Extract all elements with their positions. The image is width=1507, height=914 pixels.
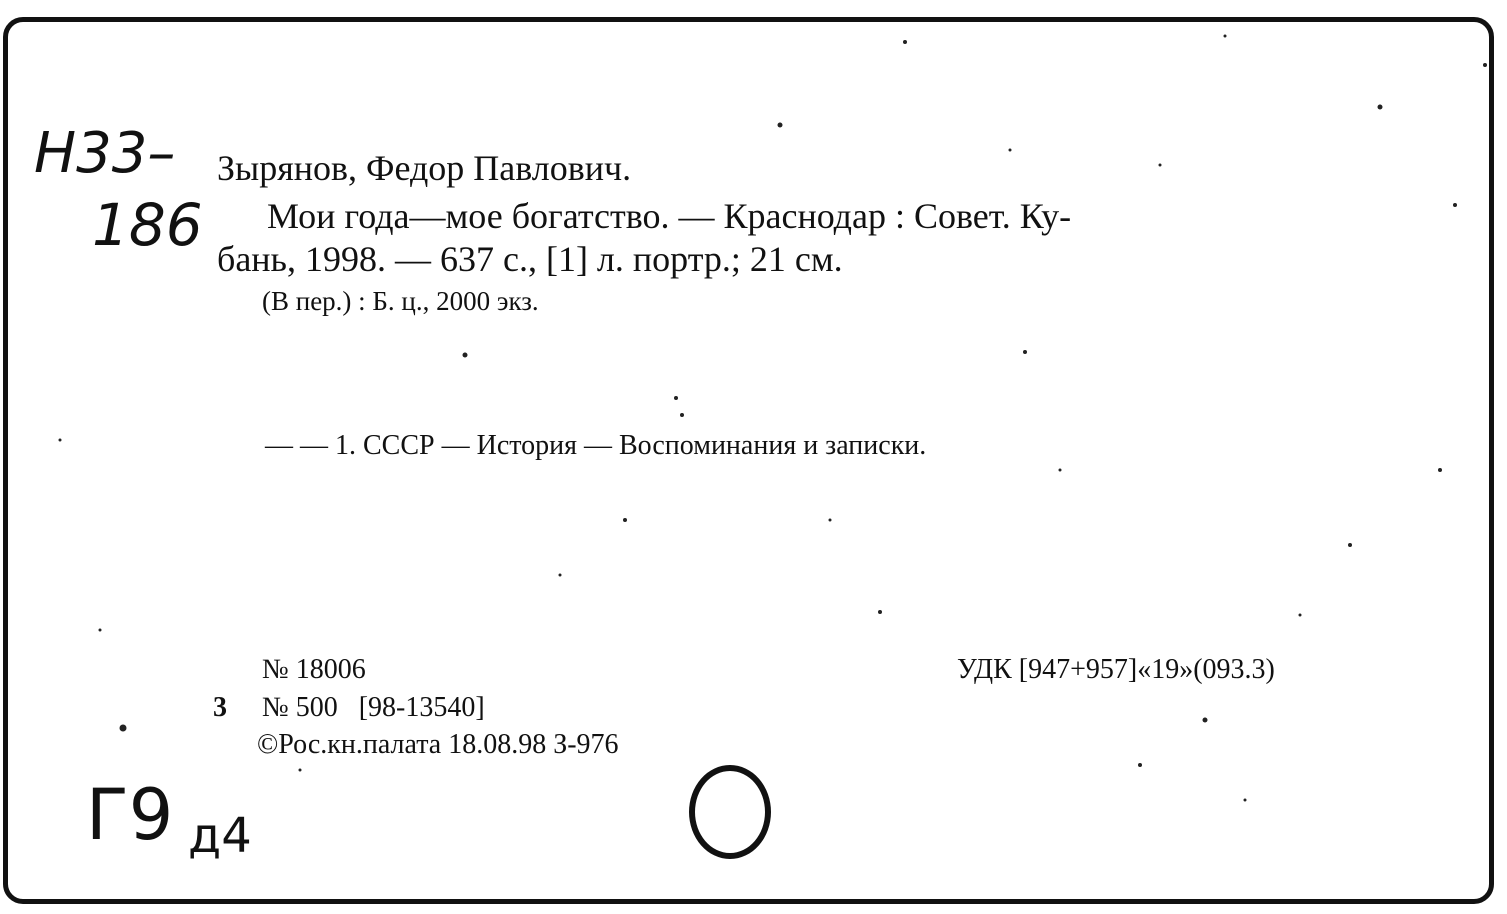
order-prefix: 3 — [213, 692, 227, 723]
book-chamber-line: ©Рос.кн.палата 18.08.98 З-976 — [257, 729, 619, 760]
handwritten-shelf-mark-sub: д4 — [188, 808, 252, 864]
order-number: № 500 [98-13540] — [262, 692, 485, 723]
title-line-2: бань, 1998. — 637 с., [1] л. портр.; 21 см. — [217, 239, 843, 279]
title-line-1: Мои года—мое богатство. — Краснодар : Совет. Ку- — [267, 196, 1072, 236]
price-line: (В пер.) : Б. ц., 2000 экз. — [262, 286, 539, 316]
author-heading: Зырянов, Федор Павлович. — [217, 148, 632, 188]
subject-heading: — — 1. СССР — История — Воспоминания и записки. — [265, 430, 927, 461]
udk-code: УДК [947+957]«19»(093.3) — [957, 654, 1275, 685]
punched-hole-circle — [689, 765, 771, 859]
card-number: № 18006 — [262, 654, 366, 685]
handwritten-call-number-top: Н33– — [34, 121, 176, 186]
handwritten-shelf-mark: Г9 — [86, 774, 174, 856]
handwritten-call-number-bottom: 186 — [92, 191, 203, 259]
